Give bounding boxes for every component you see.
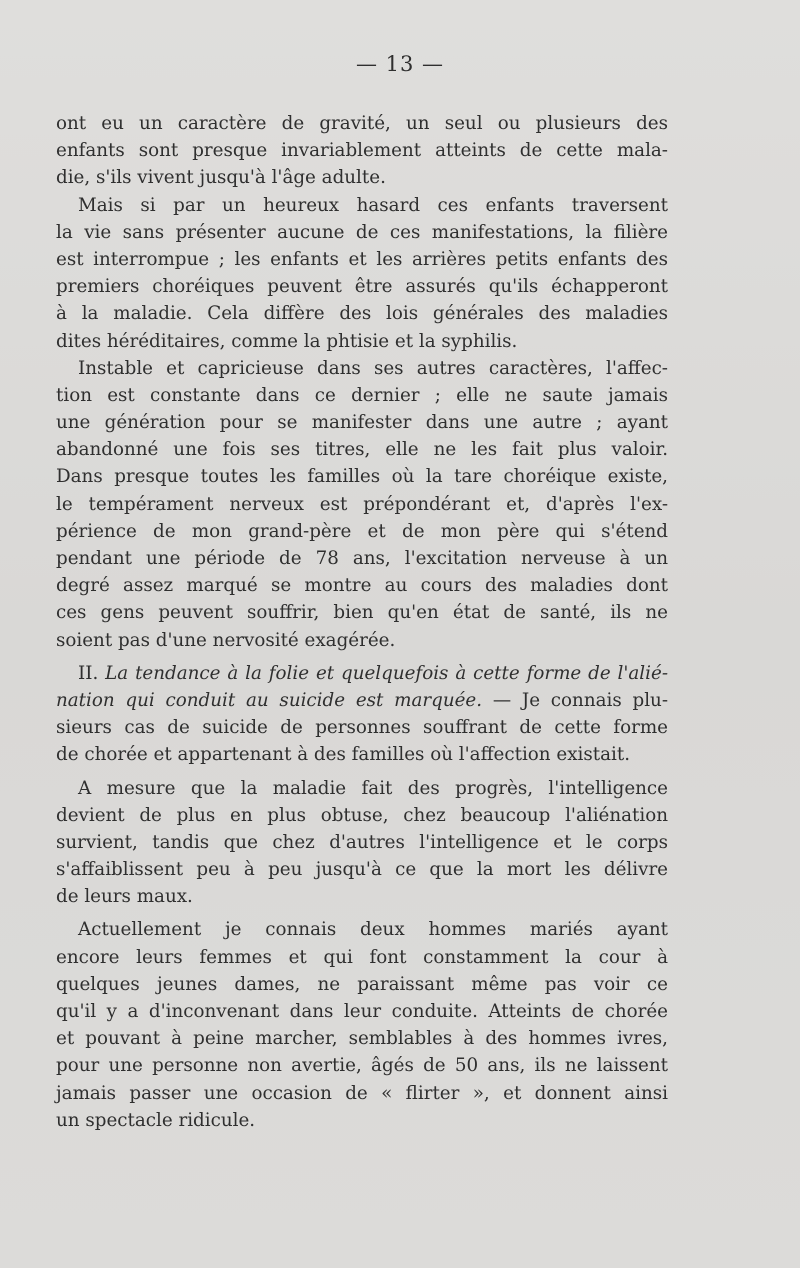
text-line: et pouvant à peine marcher, semblables à des hommes ivres, — [56, 1028, 668, 1050]
text-line: encore leurs femmes et qui font constamment la cour à — [56, 946, 668, 968]
text-line: ces gens peuvent souffrir, bien qu'en état de santé, ils ne — [56, 602, 668, 624]
text-line: Actuellement je connais deux hommes mariés ayant — [78, 919, 668, 941]
text-line: soient pas d'une nervosité exagérée. — [56, 629, 396, 651]
text-line: tion est constante dans ce dernier ; elle ne saute jamais — [56, 384, 668, 406]
text-line: die, s'ils vivent jusqu'à l'âge adulte. — [56, 167, 386, 189]
text-line: un spectacle ridicule. — [56, 1109, 256, 1131]
text-line: qu'il y a d'inconvenant dans leur conduite. Atteints de chorée — [56, 1001, 668, 1022]
text-line — [56, 687, 668, 714]
text-line: une génération pour se manifester dans une autre ; ayant — [56, 412, 668, 434]
text-line: périence de mon grand-père et de mon père qui s'étend — [56, 520, 668, 542]
text-run: — Je connais plu- — [482, 689, 668, 711]
text-line: pendant une période de 78 ans, l'excitation nerveuse à un — [56, 548, 668, 569]
text-line: abandonné une fois ses titres, elle ne les fait plus valoir. — [56, 439, 668, 461]
text-line: pour une personne non avertie, âgés de 50 ans, ils ne laissent — [56, 1055, 668, 1077]
text-line: le tempérament nerveux est prépondérant et, d'après l'ex- — [56, 493, 668, 515]
text-line: quelques jeunes dames, ne paraissant même pas voir ce — [56, 973, 668, 995]
text-line: dites héréditaires, comme la phtisie et la syphilis. — [56, 330, 518, 352]
page-number: — 13 — — [355, 52, 445, 76]
text-line — [56, 660, 668, 687]
text-line: Mais si par un heureux hasard ces enfants traversent — [78, 194, 668, 216]
text-line: Instable et capricieuse dans ses autres caractères, l'affec- — [78, 357, 668, 379]
section-numeral: II. — [78, 662, 106, 684]
text-line: est interrompue ; les enfants et les arrières petits enfants des — [56, 248, 668, 270]
text-line: degré assez marqué se montre au cours des maladies dont — [56, 575, 668, 597]
text-line: s'affaiblissent peu à peu jusqu'à ce que la mort les délivre — [56, 859, 668, 881]
text-line: Dans presque toutes les familles où la tare choréique existe, — [56, 466, 668, 488]
text-line: survient, tandis que chez d'autres l'intelligence et le corps — [56, 831, 668, 853]
text-line: de leurs maux. — [56, 886, 193, 908]
body-text — [56, 110, 668, 1134]
text-line: devient de plus en plus obtuse, chez beaucoup l'aliénation — [56, 804, 668, 826]
text-line: premiers choréiques peuvent être assurés qu'ils échapperont — [56, 276, 668, 298]
text-line: sieurs cas de suicide de personnes souffrant de cette forme — [56, 717, 668, 739]
text-line: à la maladie. Cela diffère des lois générales des maladies — [56, 303, 668, 325]
section-heading: nation qui conduit au suicide est marquée. — [56, 689, 483, 711]
section-heading: La tendance à la folie et quelquefois à cette forme de l'alié- — [105, 662, 668, 684]
text-line: de chorée et appartenant à des familles où l'affection existait. — [56, 744, 631, 766]
text-line: enfants sont presque invariablement atteints de cette mala- — [56, 140, 668, 162]
text-line: A mesure que la maladie fait des progrès, l'intelligence — [78, 777, 668, 799]
text-line: ont eu un caractère de gravité, un seul ou plusieurs des — [56, 113, 668, 134]
text-line: la vie sans présenter aucune de ces manifestations, la filière — [56, 221, 668, 243]
text-line: jamais passer une occasion de « flirter », et donnent ainsi — [56, 1082, 668, 1104]
